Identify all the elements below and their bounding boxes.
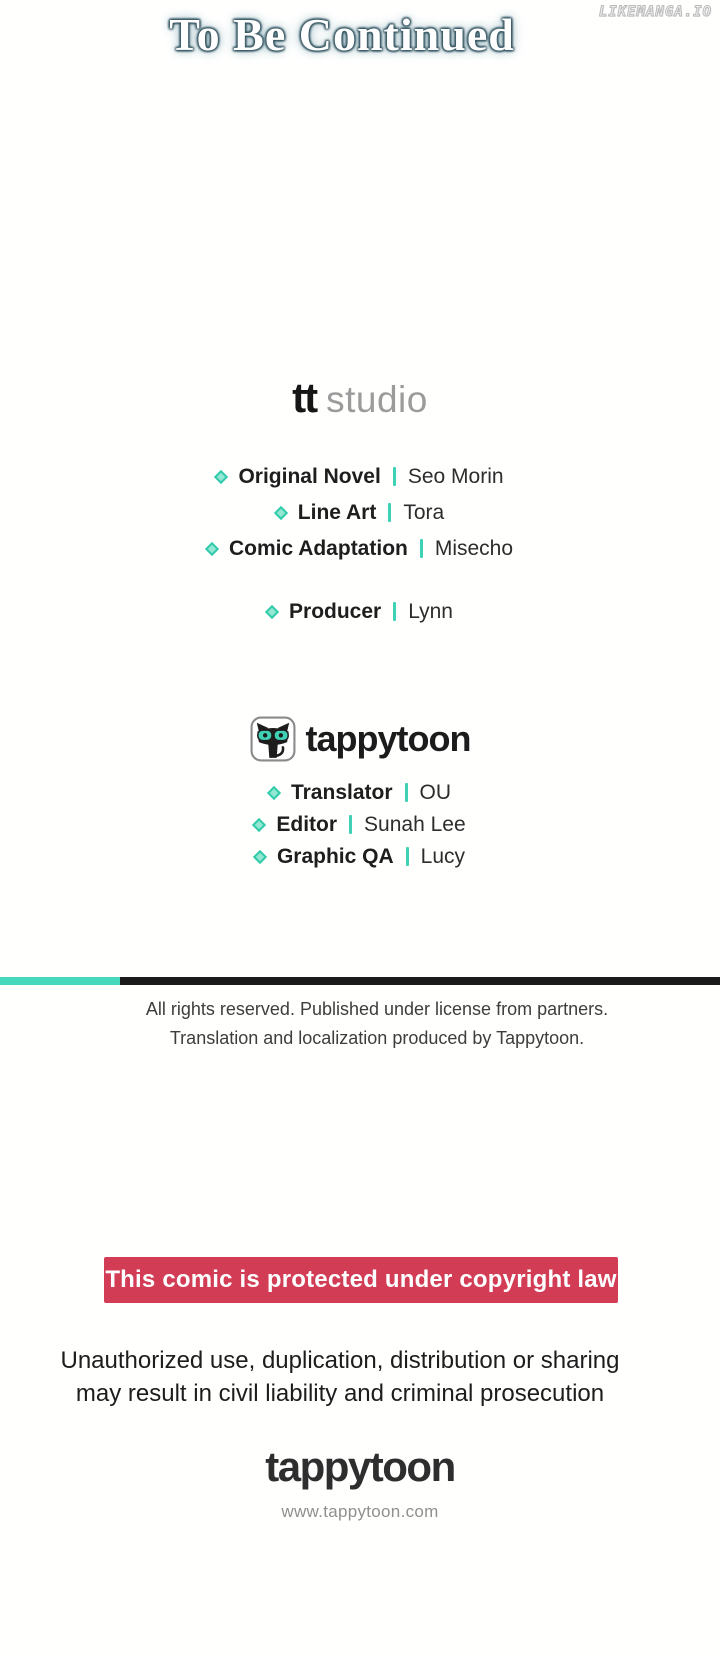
credit-row-translator <box>0 778 720 810</box>
separator-bar-icon <box>420 539 423 558</box>
credit-name: Lucy <box>420 845 466 868</box>
credit-role: Translator <box>290 781 393 804</box>
diamond-icon <box>205 542 219 556</box>
separator-bar-icon <box>388 503 391 522</box>
separator-bar-icon <box>393 602 396 621</box>
credit-role: Line Art <box>297 501 377 524</box>
credit-name: Misecho <box>434 537 514 560</box>
credit-row-original-novel <box>0 460 720 496</box>
credit-name: OU <box>419 781 452 804</box>
separator-bar-icon <box>349 815 352 834</box>
divider-dark-segment <box>120 977 720 985</box>
credit-name: Tora <box>403 501 445 524</box>
credit-role: Producer <box>289 600 382 623</box>
tappytoon-credits-list <box>0 778 720 874</box>
warning-line-1: Unauthorized use, duplication, distribution or sharing <box>60 1347 620 1374</box>
credit-role: Editor <box>276 813 338 836</box>
separator-bar-icon <box>406 847 409 866</box>
tt-studio-logo-light: studio <box>326 379 428 420</box>
producer-credit <box>0 595 720 631</box>
divider-teal-segment <box>0 977 120 985</box>
tappytoon-wordmark: tappytoon <box>305 718 471 759</box>
credit-role: Comic Adaptation <box>228 537 408 560</box>
diamond-icon <box>274 506 288 520</box>
to-be-continued-title: To Be Continued <box>169 9 515 60</box>
copyright-banner: This comic is protected under copyright law <box>104 1257 618 1303</box>
credit-name: Seo Morin <box>407 465 504 488</box>
diamond-icon <box>265 605 279 619</box>
credit-role: Graphic QA <box>276 845 394 868</box>
warning-line-2: may result in civil liability and criminal prosecution <box>75 1380 605 1407</box>
credit-role: Original Novel <box>238 465 381 488</box>
diamond-icon <box>214 470 228 484</box>
credit-row-line-art <box>0 496 720 532</box>
footer-website-url: www.tappytoon.com <box>281 1502 439 1521</box>
diamond-icon <box>252 818 266 832</box>
credit-name: Sunah Lee <box>364 813 466 836</box>
separator-bar-icon <box>393 467 396 486</box>
site-watermark: LIKEMANGA.IO <box>598 4 712 20</box>
rights-line-2: Translation and localization produced by Tappytoon. <box>169 1028 585 1048</box>
credit-row-graphic-qa <box>0 842 720 874</box>
tappytoon-logo <box>0 716 720 762</box>
studio-credits-list <box>0 460 720 568</box>
rights-line-1: All rights reserved. Published under license from partners. <box>145 999 609 1019</box>
diamond-icon <box>267 786 281 800</box>
tt-studio-logo <box>0 374 720 422</box>
separator-bar-icon <box>405 783 408 802</box>
diamond-icon <box>253 850 267 864</box>
section-divider <box>0 977 720 985</box>
credit-row-editor <box>0 810 720 842</box>
credit-row-producer <box>0 595 720 631</box>
warning-text <box>0 1344 700 1410</box>
cat-with-glasses-icon <box>250 716 296 762</box>
credit-row-comic-adaptation <box>0 532 720 568</box>
rights-notice <box>17 995 720 1053</box>
credit-name: Lynn <box>408 600 453 623</box>
tt-studio-logo-bold: tt <box>292 374 317 421</box>
footer-tappytoon-wordmark: tappytoon <box>265 1443 455 1490</box>
